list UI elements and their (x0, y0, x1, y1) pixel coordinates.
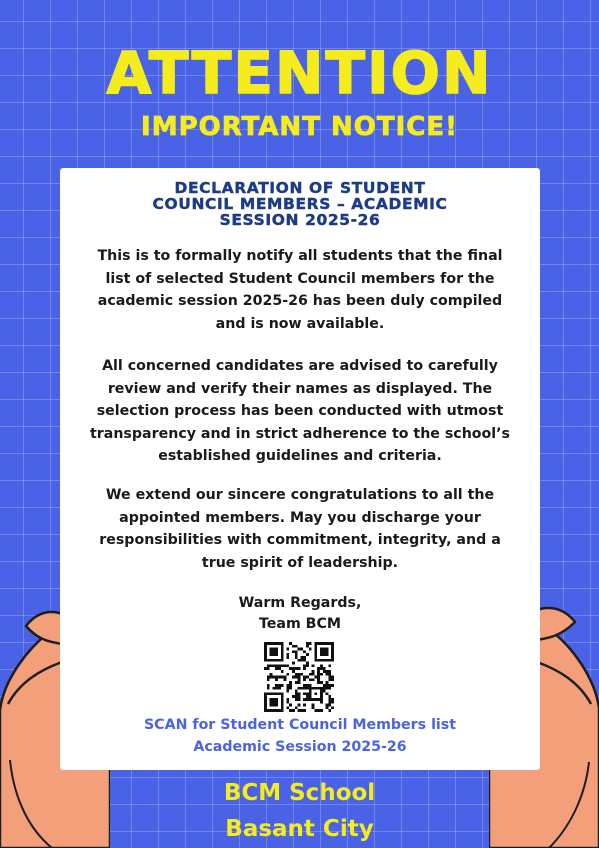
notice-paragraph-2 (60, 355, 540, 468)
page-title: ATTENTION (106, 39, 493, 107)
paragraph-line: All concerned candidates are advised to carefully (102, 358, 498, 374)
notice-paper (60, 168, 540, 770)
signature-block (60, 593, 540, 635)
notice-heading (60, 180, 540, 228)
scan-line: SCAN for Student Council Members list (143, 717, 457, 733)
paragraph-line: list of selected Student Council members for the (105, 270, 495, 287)
scan-line: Academic Session 2025-26 (193, 739, 407, 755)
paragraph-line: review and verify their names as displayed. The (107, 380, 493, 397)
paragraph-line: true spirit of leadership. (201, 554, 399, 571)
notice-paragraph-3 (60, 484, 540, 574)
paragraph-line: transparency and in strict adherence to the school’s (89, 425, 511, 442)
notice-heading-line: DECLARATION OF STUDENT (174, 179, 426, 197)
notice-heading-line: SESSION 2025-26 (219, 211, 381, 229)
paragraph-line: responsibilities with commitment, integrity, and a (99, 532, 501, 548)
paragraph-line: This is to formally notify all students that the final (97, 248, 503, 264)
paragraph-line: established guidelines and criteria. (158, 448, 442, 464)
scan-caption (60, 714, 540, 758)
school-name: BCM School (223, 780, 376, 806)
signature-text: Team BCM (258, 616, 342, 632)
qr-code-icon[interactable] (264, 642, 334, 712)
paragraph-line: and is now available. (215, 315, 385, 332)
page-subtitle: IMPORTANT NOTICE! (141, 112, 458, 142)
paragraph-line: We extend our sincere congratulations to all the (105, 487, 495, 503)
paragraph-line: appointed members. May you discharge your (119, 509, 481, 526)
regards-text: Warm Regards, (238, 595, 362, 611)
notice-heading-line: COUNCIL MEMBERS – ACADEMIC (152, 195, 448, 213)
notice-paragraph-1 (60, 245, 540, 335)
school-city: Basant City (225, 816, 374, 842)
paragraph-line: selection process has been conducted with utmost (96, 403, 504, 419)
paragraph-line: academic session 2025-26 has been duly compiled (97, 293, 503, 309)
